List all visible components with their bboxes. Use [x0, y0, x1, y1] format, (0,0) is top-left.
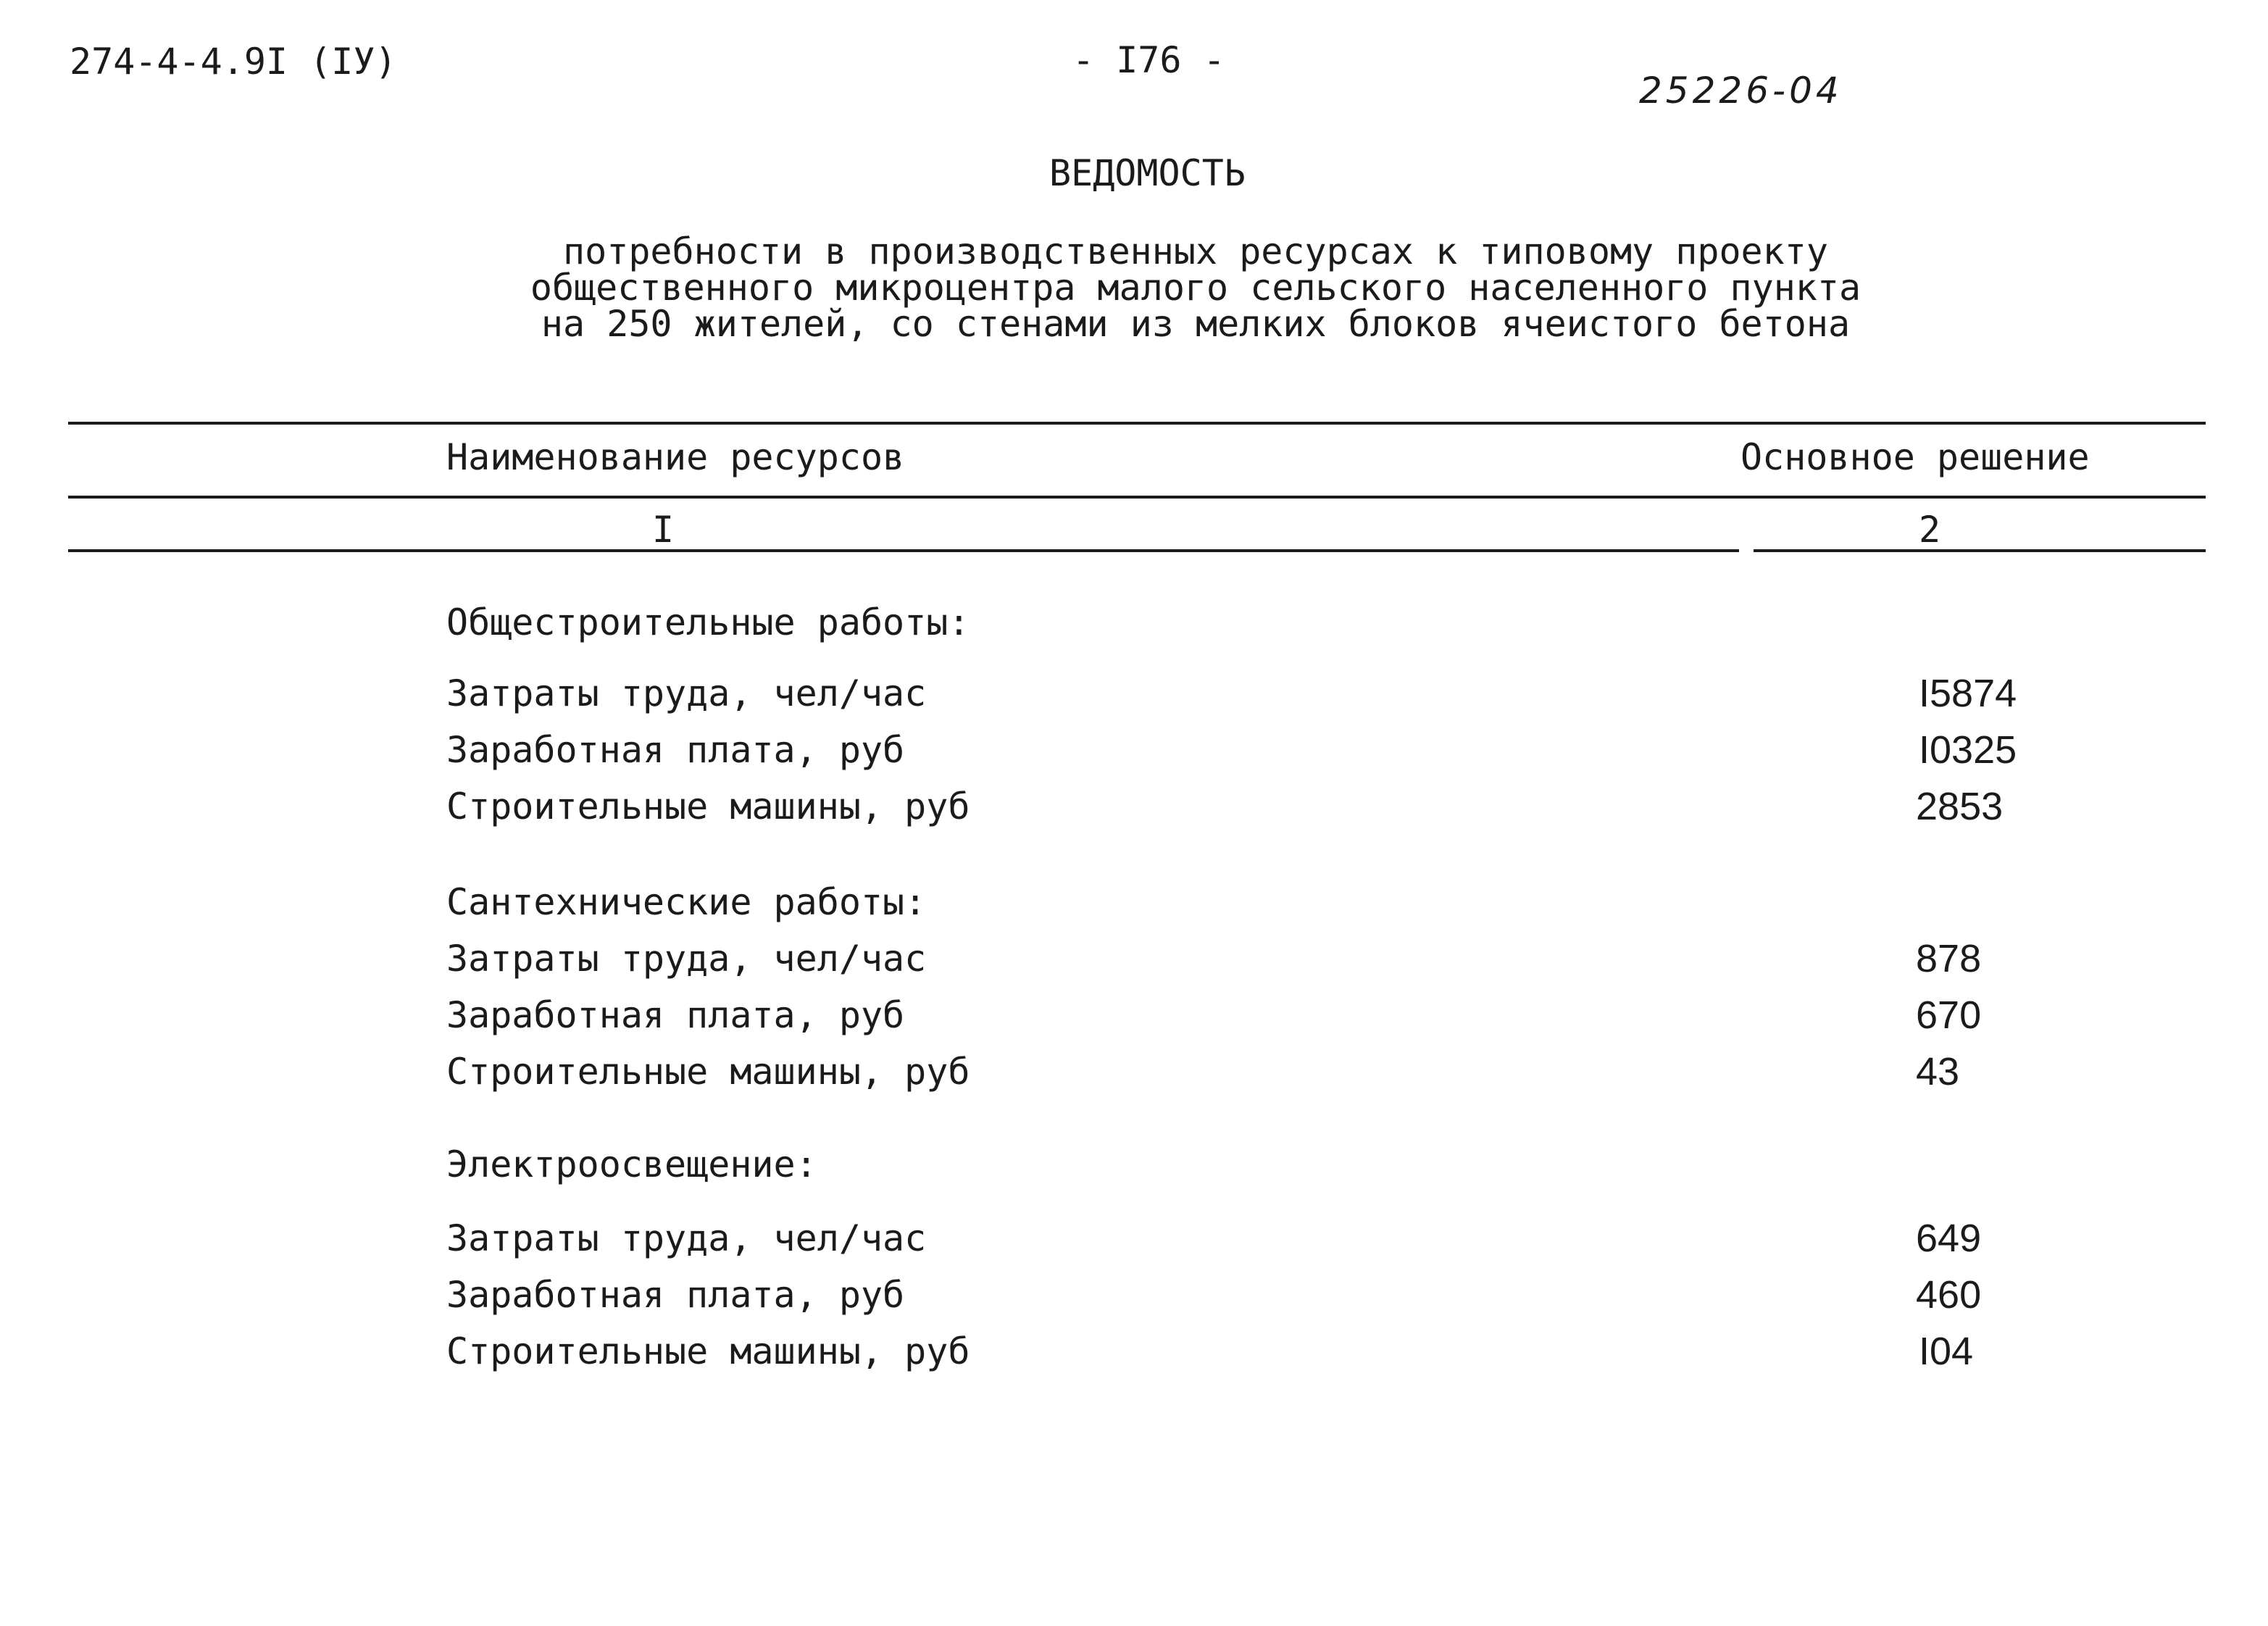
row-label-machines: Строительные машины, руб	[446, 785, 970, 827]
table-top-rule	[68, 422, 2206, 425]
row-value-labor: 878	[1916, 937, 1982, 980]
row-value-machines: 2853	[1916, 785, 2004, 828]
table-column-numbers-rule-left	[68, 549, 1739, 552]
row-label-wages: Заработная плата, руб	[446, 729, 905, 771]
row-label-machines: Строительные машины, руб	[446, 1330, 970, 1372]
row-label-labor: Затраты труда, чел/час	[446, 938, 927, 980]
section-heading-electric-lighting: Электроосвещение:	[446, 1143, 817, 1185]
row-label-wages: Заработная плата, руб	[446, 1274, 905, 1316]
document-title: ВЕДОМОСТЬ	[1049, 152, 1246, 194]
subtitle-line: общественного микроцентра малого сельского населенного пункта	[530, 267, 1861, 309]
table-header-rule	[68, 496, 2206, 499]
document-code: 274-4-4.9I (IУ)	[70, 41, 397, 83]
row-value-wages: 460	[1916, 1273, 1982, 1317]
column-number-1: I	[652, 509, 675, 551]
table-column-numbers-rule-right	[1754, 549, 2206, 552]
handwritten-number: 25226-04	[1639, 70, 1843, 112]
row-value-machines: I04	[1919, 1330, 1974, 1373]
subtitle-line: потребности в производственных ресурсах к типовому проекту	[563, 230, 1828, 272]
column-number-2: 2	[1919, 509, 1941, 551]
section-heading-plumbing: Сантехнические работы:	[446, 881, 927, 923]
row-label-machines: Строительные машины, руб	[446, 1051, 970, 1093]
page-number: - I76 -	[1072, 39, 1225, 81]
row-label-labor: Затраты труда, чел/час	[446, 1217, 927, 1259]
column-header-resource-name: Наименование ресурсов	[446, 436, 905, 478]
row-label-wages: Заработная плата, руб	[446, 994, 905, 1036]
row-label-labor: Затраты труда, чел/час	[446, 672, 927, 714]
document-subtitle	[507, 230, 1884, 345]
column-header-main-solution: Основное решение	[1740, 436, 2090, 478]
row-value-machines: 43	[1916, 1050, 1960, 1093]
row-value-wages: I0325	[1919, 728, 2017, 772]
row-value-labor: 649	[1916, 1217, 1982, 1260]
section-heading-general-construction: Общестроительные работы:	[446, 601, 970, 643]
subtitle-line: на 250 жителей, со стенами из мелких блоков ячеистого бетона	[541, 303, 1851, 345]
row-value-labor: I5874	[1919, 672, 2017, 715]
row-value-wages: 670	[1916, 993, 1982, 1037]
